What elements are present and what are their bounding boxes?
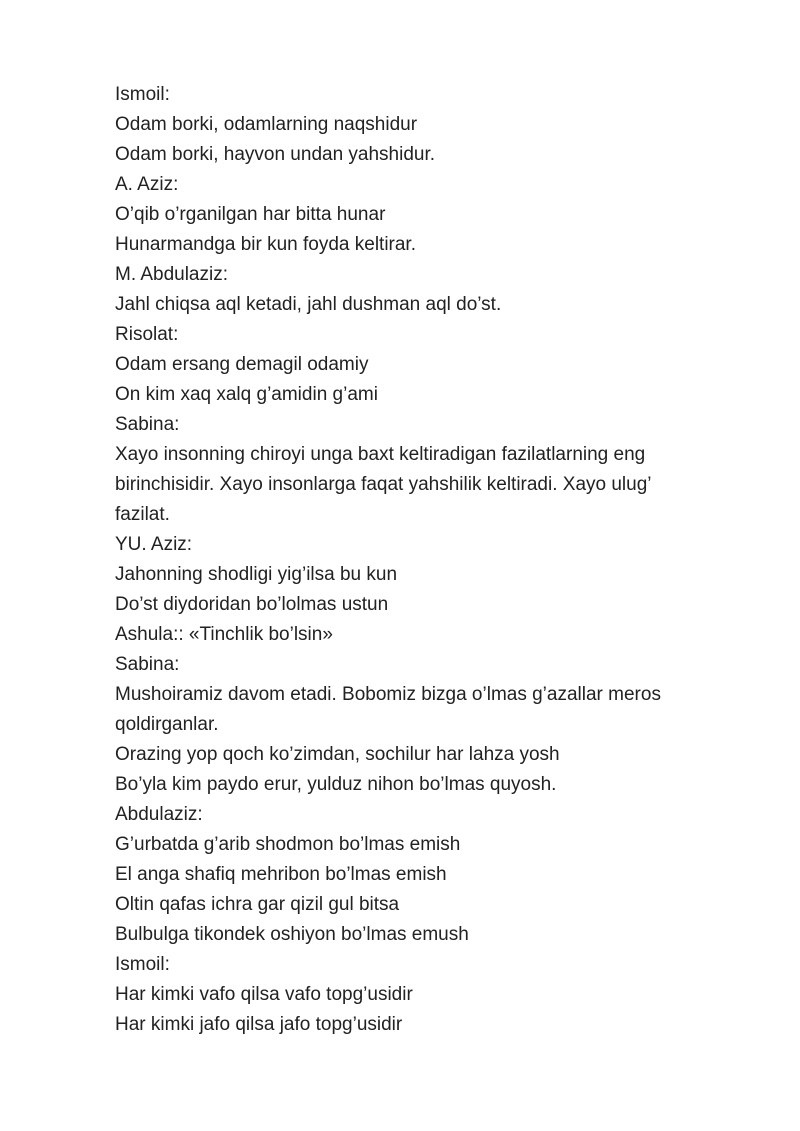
speaker-label: YU. Aziz: xyxy=(115,534,193,555)
speaker-label: Ismoil: xyxy=(115,954,170,975)
verse-line: O’qib o’rganilgan har bitta hunar xyxy=(115,204,386,225)
speaker-label: Risolat: xyxy=(115,324,179,345)
verse-line: Odam borki, odamlarning naqshidur xyxy=(115,114,418,135)
verse-line: Har kimki jafo qilsa jafo topg’usidir xyxy=(115,1014,403,1035)
verse-line: On kim xaq xalq g’amidin g’ami xyxy=(115,384,378,405)
verse-line: Do’st diydoridan bo’lolmas ustun xyxy=(115,594,389,615)
verse-line: El anga shafiq mehribon bo’lmas emish xyxy=(115,864,447,885)
speaker-label: M. Abdulaziz: xyxy=(115,264,228,285)
verse-line: Bo’yla kim paydo erur, yulduz nihon bo’lmas quyosh. xyxy=(115,774,557,795)
verse-line: Har kimki vafo qilsa vafo topg’usidir xyxy=(115,984,413,1005)
prose-paragraph: Xayo insonning chiroyi unga baxt keltiradigan fazilatlarning eng birinchisidir. Xayo insonlarga faqat yahshilik keltiradi. Xayo ulug’ fazilat. xyxy=(115,444,651,525)
verse-line: Bulbulga tikondek oshiyon bo’lmas emush xyxy=(115,924,469,945)
verse-line: Odam borki, hayvon undan yahshidur. xyxy=(115,144,436,165)
speaker-label: A. Aziz: xyxy=(115,174,179,195)
speaker-label: Ismoil: xyxy=(115,84,170,105)
prose-paragraph: Mushoiramiz davom etadi. Bobomiz bizga o’lmas g’azallar meros qoldirganlar. xyxy=(115,684,661,735)
speaker-label: Sabina: xyxy=(115,414,180,435)
verse-line: Jahl chiqsa aql ketadi, jahl dushman aql do’st. xyxy=(115,294,502,315)
verse-line: Hunarmandga bir kun foyda keltirar. xyxy=(115,234,416,255)
document-text xyxy=(115,80,695,1040)
verse-line: G’urbatda g’arib shodmon bo’lmas emish xyxy=(115,834,461,855)
speaker-label: Abdulaziz: xyxy=(115,804,203,825)
verse-line: Odam ersang demagil odamiy xyxy=(115,354,369,375)
verse-line: Orazing yop qoch ko’zimdan, sochilur har lahza yosh xyxy=(115,744,560,765)
speaker-label: Sabina: xyxy=(115,654,180,675)
verse-line: Oltin qafas ichra gar qizil gul bitsa xyxy=(115,894,400,915)
verse-line: Jahonning shodligi yig’ilsa bu kun xyxy=(115,564,398,585)
song-announcement: Ashula:: «Tinchlik bo’lsin» xyxy=(115,624,333,645)
